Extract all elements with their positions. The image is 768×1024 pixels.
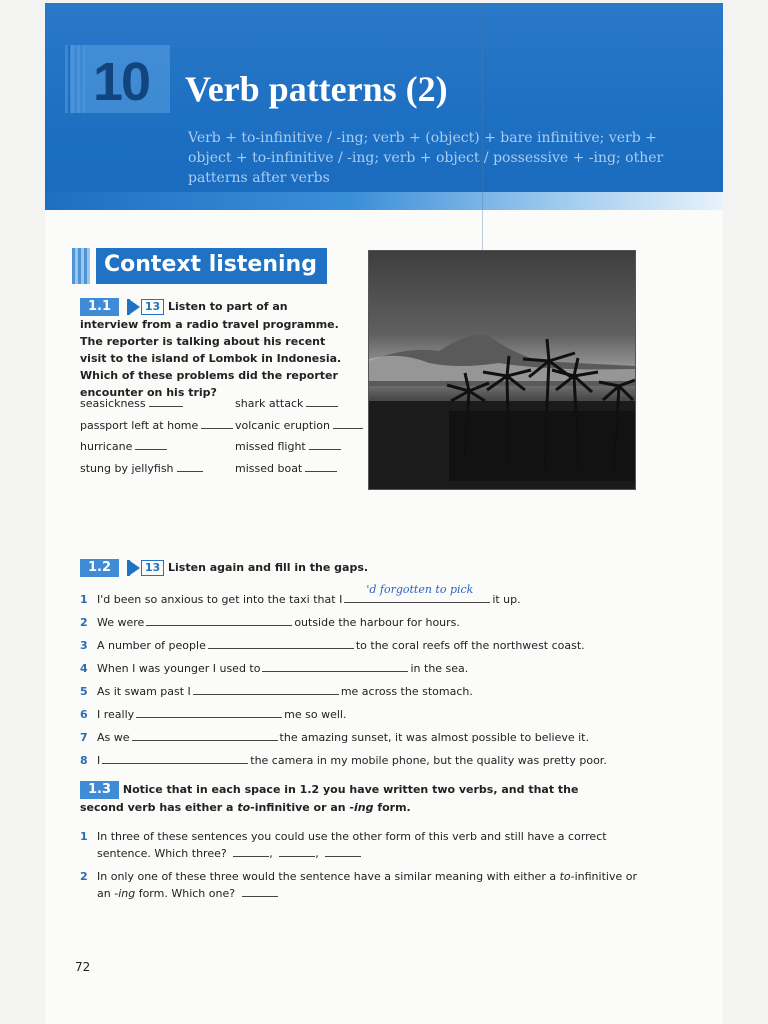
problem-item: stung by jellyfish	[80, 458, 233, 480]
answer-blank[interactable]	[201, 418, 233, 429]
answer-blank[interactable]	[242, 886, 278, 897]
play-triangle-icon	[130, 561, 140, 575]
handwritten-answer: 'd forgotten to pick	[366, 583, 474, 596]
problem-item: passport left at home	[80, 415, 233, 437]
gap-item: 5 As it swam past I me across the stomach.	[80, 680, 640, 703]
problems-list-left	[80, 393, 233, 479]
answer-blank[interactable]	[149, 396, 183, 407]
problems-list-right	[235, 393, 363, 479]
gap-item: 1 I'd been so anxious to get into the taxi that I 'd forgotten to pick it up.	[80, 588, 640, 611]
chapter-number: 10	[93, 52, 150, 112]
audio-track-number: 13	[141, 560, 164, 576]
problem-item: missed boat	[235, 458, 363, 480]
section-heading	[72, 248, 327, 284]
gap-fill-list	[80, 583, 640, 772]
gap-item: 6 I really me so well.	[80, 703, 640, 726]
banner-fade-strip	[45, 192, 723, 210]
exercise-instruction-text: Listen again and fill in the gaps.	[168, 561, 369, 574]
gap-item: 4 When I was younger I used to in the sea.	[80, 657, 640, 680]
play-triangle-icon	[130, 300, 140, 314]
problem-item: seasickness	[80, 393, 233, 415]
gap-answer-line[interactable]	[102, 749, 248, 764]
gap-answer-line[interactable]	[193, 680, 339, 695]
gap-answer-line[interactable]	[136, 703, 282, 718]
gap-answer-line[interactable]	[344, 583, 490, 603]
chapter-banner	[45, 3, 723, 207]
question-list	[80, 828, 640, 908]
problem-item: hurricane	[80, 436, 233, 458]
palm-trees-silhouette	[369, 251, 635, 489]
exercise-1-2-instruction	[80, 559, 480, 577]
exercise-1-1-instruction	[80, 298, 342, 401]
answer-blank[interactable]	[306, 396, 338, 407]
gap-answer-line[interactable]	[146, 611, 292, 626]
answer-blank[interactable]	[305, 461, 337, 472]
gap-answer-line[interactable]	[262, 657, 408, 672]
section-stripes-decoration	[72, 248, 90, 284]
answer-blank[interactable]	[333, 418, 363, 429]
exercise-1-3-instruction: 1.3 Notice that in each space in 1.2 you have written two verbs, and that the second verb has either a to-infinitive or an -ing form.	[80, 782, 579, 814]
problem-item: missed flight	[235, 436, 363, 458]
problem-item: shark attack	[235, 393, 363, 415]
island-sunset-photo	[368, 250, 636, 490]
chapter-subtitle: Verb + to-infinitive / -ing; verb + (object) + bare infinitive; verb + object + to-infinitive / -ing; verb + object / possessive + -ing; other patterns after verbs	[188, 130, 664, 186]
answer-blank[interactable]	[135, 439, 167, 450]
gap-answer-line[interactable]	[132, 726, 278, 741]
problem-item: volcanic eruption	[235, 415, 363, 437]
exercise-tag: 1.2	[80, 559, 119, 577]
exercise-instruction-text: Listen to part of an interview from a radio travel programme. The reporter is talking about his recent visit to the island of Lombok in Indonesia. Which of these problems did the reporter encounter on his trip?	[80, 300, 342, 399]
chapter-title: Verb patterns (2)	[185, 69, 448, 109]
audio-track-number: 13	[141, 299, 164, 315]
gap-item: 8 I the camera in my mobile phone, but the quality was pretty poor.	[80, 749, 640, 772]
answer-blank[interactable]	[325, 846, 361, 857]
question-item: 1 In three of these sentences you could use the other form of this verb and still have a correct sentence. Which three? , ,	[80, 830, 607, 860]
gap-item: 7 As we the amazing sunset, it was almost possible to believe it.	[80, 726, 640, 749]
section-title: Context listening	[96, 248, 327, 284]
audio-track-badge[interactable]	[127, 560, 164, 576]
gap-item: 2 We were outside the harbour for hours.	[80, 611, 640, 634]
audio-track-badge[interactable]	[127, 299, 164, 315]
question-item: 2 In only one of these three would the sentence have a similar meaning with either a to-infinitive or an -ing form. Which one?	[80, 870, 637, 900]
answer-blank[interactable]	[309, 439, 341, 450]
gap-item: 3 A number of people to the coral reefs off the northwest coast.	[80, 634, 640, 657]
exercise-tag: 1.1	[80, 298, 119, 316]
answer-blank[interactable]	[233, 846, 269, 857]
page-number: 72	[75, 960, 91, 974]
gap-answer-line[interactable]	[208, 634, 354, 649]
exercise-tag: 1.3	[80, 781, 119, 799]
answer-blank[interactable]	[177, 461, 203, 472]
answer-blank[interactable]	[279, 846, 315, 857]
